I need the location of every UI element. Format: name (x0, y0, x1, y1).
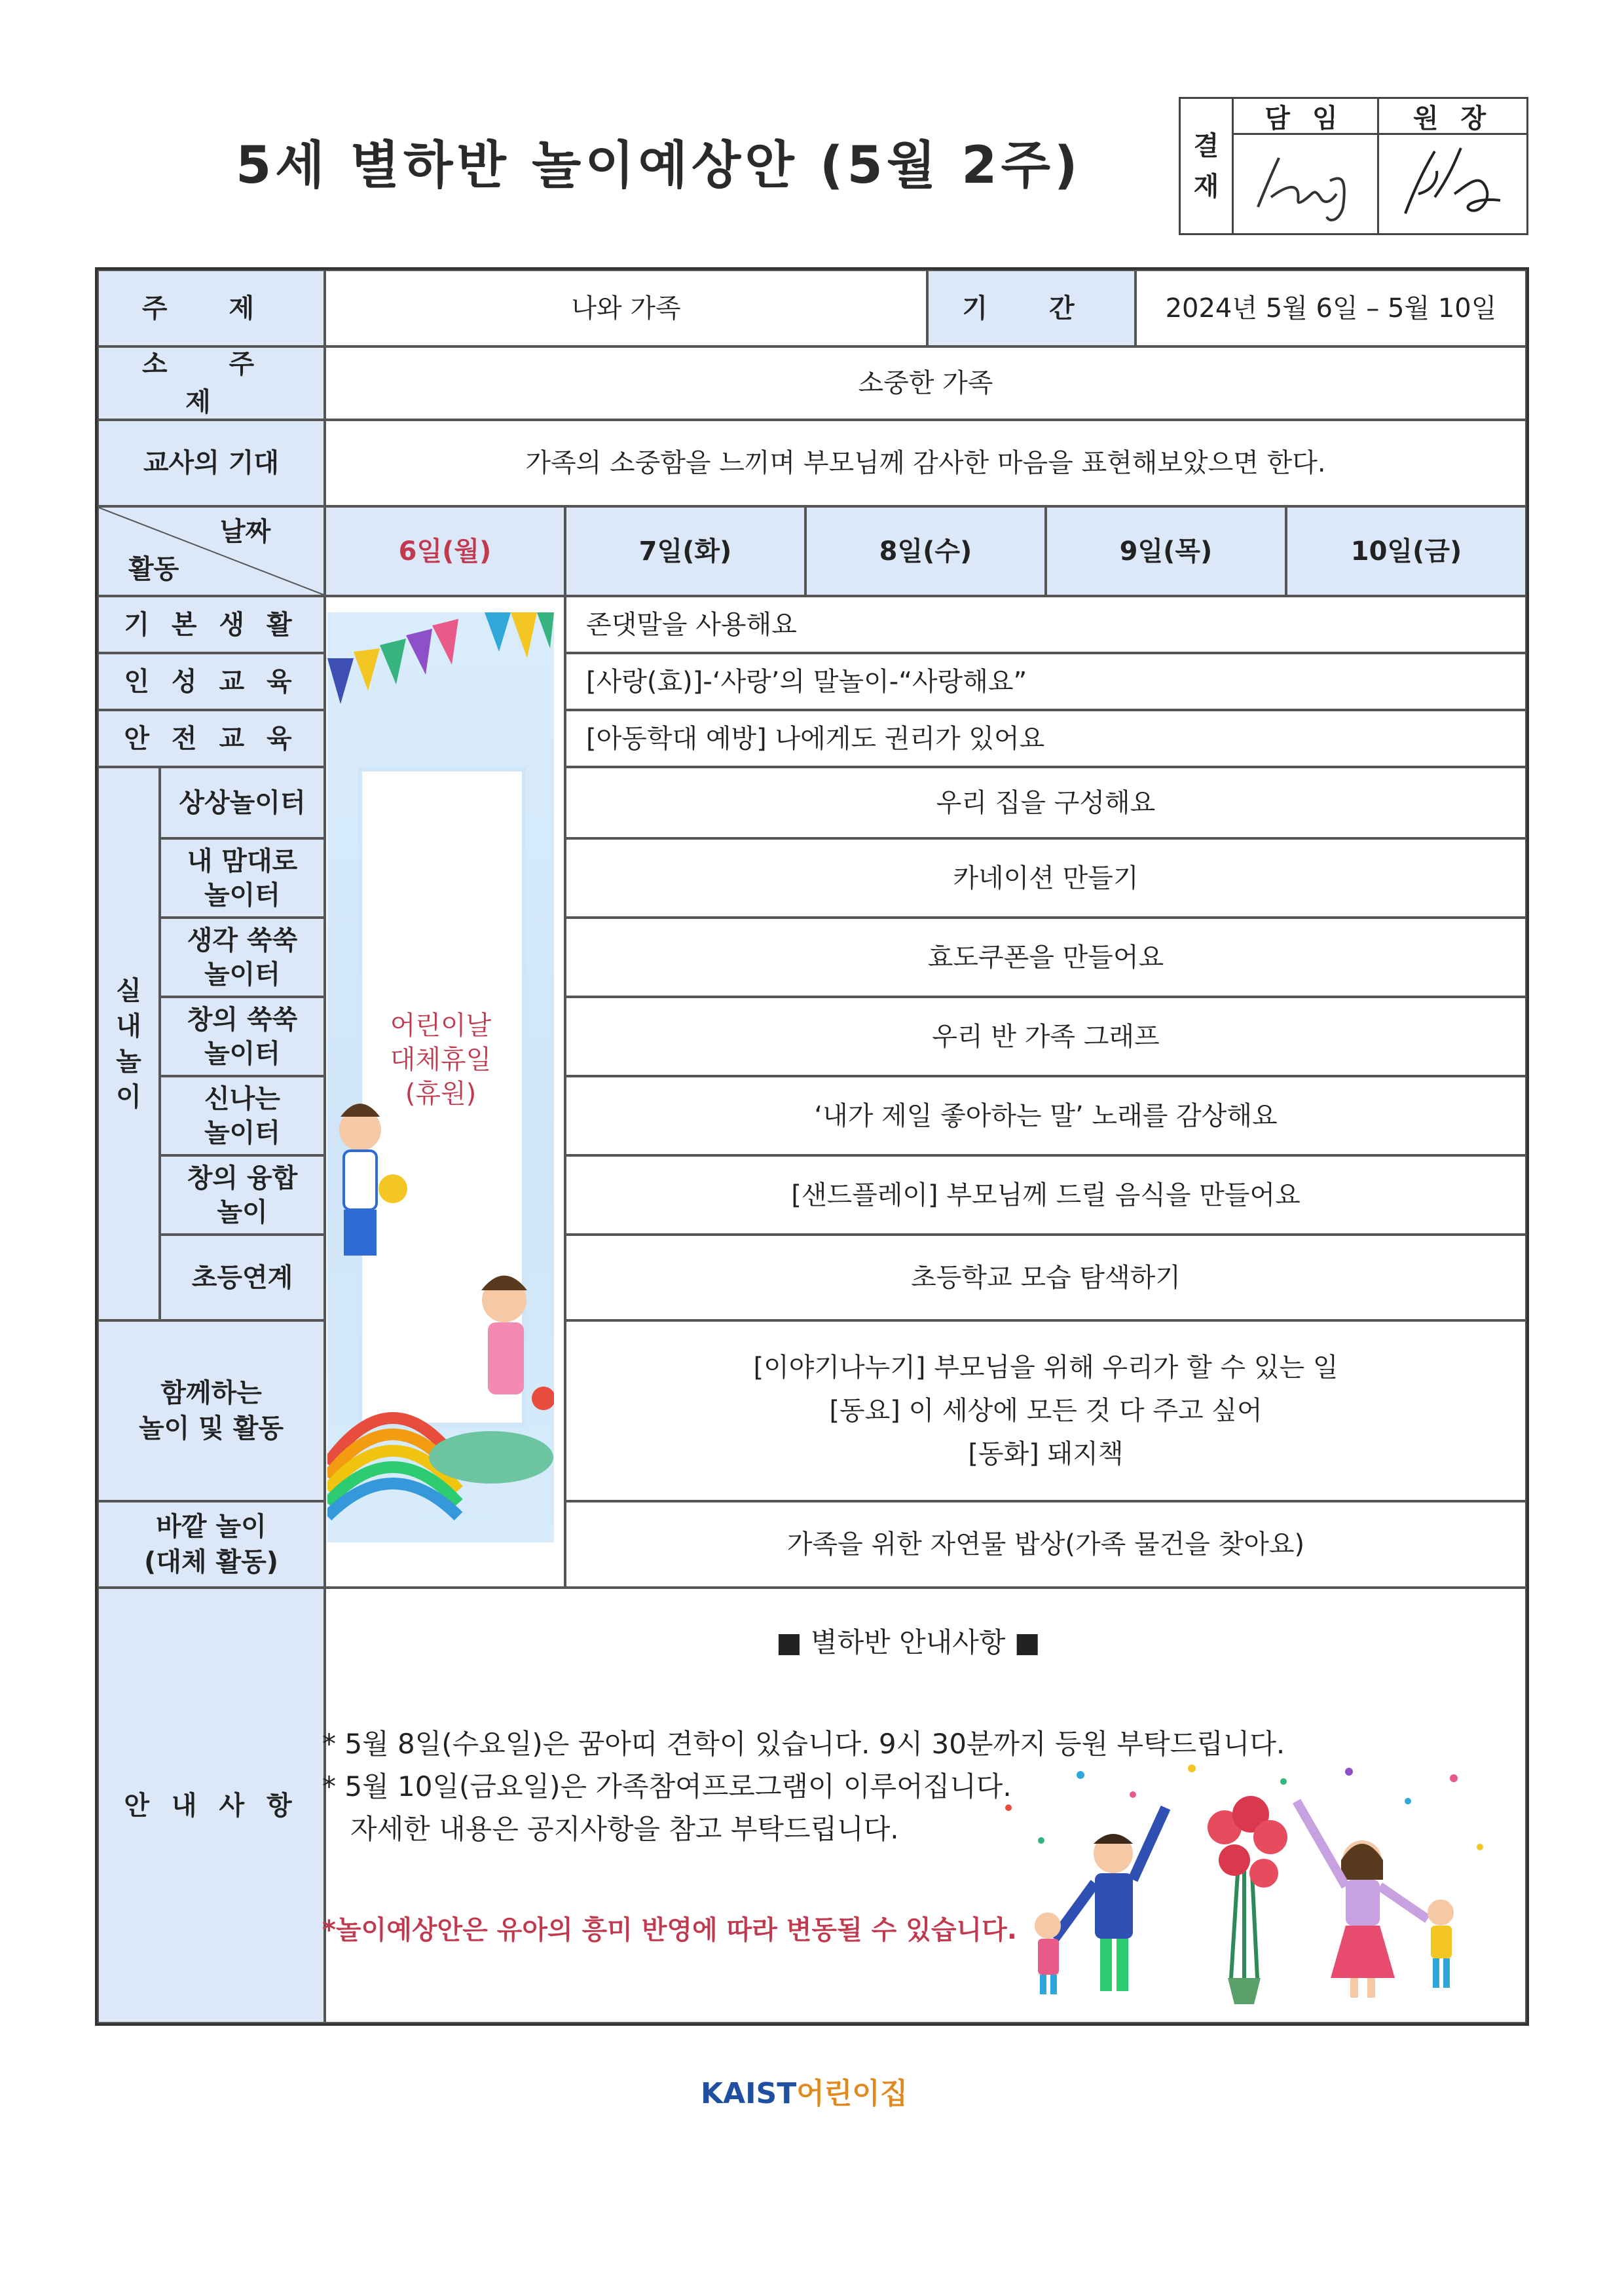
indoor-item-label: 상상놀이터 (160, 767, 325, 838)
subtheme-label: 소 주 제 (98, 346, 325, 420)
page-title: 5세 별하반 놀이예상안 (5월 2주) (236, 136, 1082, 195)
indoor-item-value: [샌드플레이] 부모님께 드릴 음식을 만들어요 (565, 1155, 1526, 1235)
expectation-value: 가족의 소중함을 느끼며 부모님께 감사한 마음을 표현해보았으면 한다. (325, 420, 1526, 506)
notice-line-2: * 5월 10일(금요일)은 가족참여프로그램이 이루어집니다. (322, 1770, 1012, 1802)
indoor-item-value: ‘내가 제일 좋아하는 말’ 노래를 감상해요 (565, 1076, 1526, 1155)
indoor-item-label: 창의 융합 놀이 (160, 1155, 325, 1235)
notice-warning: *놀이예상안은 유아의 흥미 반영에 따라 변동될 수 있습니다. (322, 1915, 1017, 1945)
subtheme-value: 소중한 가족 (325, 346, 1526, 420)
together-line: [동요] 이 세상에 모든 것 다 주고 싶어 (829, 1396, 1263, 1426)
day-mon: 6일(월) (325, 506, 565, 596)
period-value: 2024년 5월 6일 – 5월 10일 (1135, 270, 1526, 346)
date-label: 날짜 (220, 517, 271, 547)
indoor-item-label: 신나는 놀이터 (160, 1076, 325, 1155)
indoor-item-label: 생각 쑥쑥 놀이터 (160, 918, 325, 997)
indoor-item-value: 카네이션 만들기 (565, 838, 1526, 918)
family-illustration (982, 1762, 1506, 2004)
indoor-item-label: 내 맘대로 놀이터 (160, 838, 325, 918)
indoor-item-value: 우리 집을 구성해요 (565, 767, 1526, 838)
safety-label: 안 전 교 육 (98, 710, 325, 767)
theme-value: 나와 가족 (325, 270, 927, 346)
approval-director-header: 원 장 (1379, 99, 1526, 135)
indoor-item-label: 창의 쑥쑥 놀이터 (160, 997, 325, 1076)
kaist-daycare-logo: KAIST어린이집 (701, 2077, 908, 2110)
together-label: 함께하는 놀이 및 활동 (98, 1320, 325, 1501)
notice-label: 안 내 사 항 (98, 1588, 325, 2023)
indoor-item-value: 효도쿠폰을 만들어요 (565, 918, 1526, 997)
day-thu: 9일(목) (1046, 506, 1286, 596)
expectation-label: 교사의 기대 (98, 420, 325, 506)
teacher-signature (1232, 135, 1379, 233)
basic-life-value: 존댓말을 사용해요 (565, 596, 1526, 653)
together-line: [이야기나누기] 부모님을 위해 우리가 할 수 있는 일 (753, 1353, 1338, 1383)
approval-side-label-2: 재 (1193, 171, 1219, 202)
basic-life-label: 기 본 생 활 (98, 596, 325, 653)
day-tue: 7일(화) (565, 506, 805, 596)
approval-box (1179, 97, 1528, 235)
notice-title: ■ 별하반 안내사항 ■ (776, 1626, 1041, 1658)
character-label: 인 성 교 육 (98, 653, 325, 710)
character-value: [사랑(효)]-‘사랑’의 말놀이-“사랑해요” (565, 653, 1526, 710)
indoor-item-value: 초등학교 모습 탐색하기 (565, 1235, 1526, 1320)
holiday-text: 어린이날 대체휴일 (휴원) (390, 1011, 492, 1109)
safety-value: [아동학대 예방] 나에게도 권리가 있어요 (565, 710, 1526, 767)
approval-teacher-header: 담 임 (1232, 99, 1379, 135)
indoor-play-group-label: 실 내 놀 이 (98, 767, 160, 1320)
together-value (565, 1320, 1526, 1501)
day-fri: 10일(금) (1286, 506, 1526, 596)
outdoor-value: 가족을 위한 자연물 밥상(가족 물건을 찾아요) (565, 1501, 1526, 1588)
day-wed: 8일(수) (805, 506, 1046, 596)
together-line: [동화] 돼지책 (968, 1439, 1124, 1469)
notice-line-1: * 5월 8일(수요일)은 꿈아띠 견학이 있습니다. 9시 30분까지 등원 부탁드립니다. (322, 1728, 1285, 1760)
approval-side-label-1: 결 (1193, 130, 1219, 161)
theme-label: 주 제 (98, 270, 325, 346)
director-signature (1379, 135, 1526, 233)
date-activity-corner (98, 506, 325, 596)
activity-label: 활동 (128, 554, 179, 584)
outdoor-label: 바깥 놀이 (대체 활동) (98, 1501, 325, 1588)
indoor-item-value: 우리 반 가족 그래프 (565, 997, 1526, 1076)
notice-line-3: 자세한 내용은 공지사항을 참고 부탁드립니다. (350, 1813, 899, 1845)
approval-side-label (1181, 99, 1234, 233)
holiday-banner (327, 612, 554, 1542)
indoor-item-label: 초등연계 (160, 1235, 325, 1320)
period-label: 기 간 (927, 270, 1135, 346)
